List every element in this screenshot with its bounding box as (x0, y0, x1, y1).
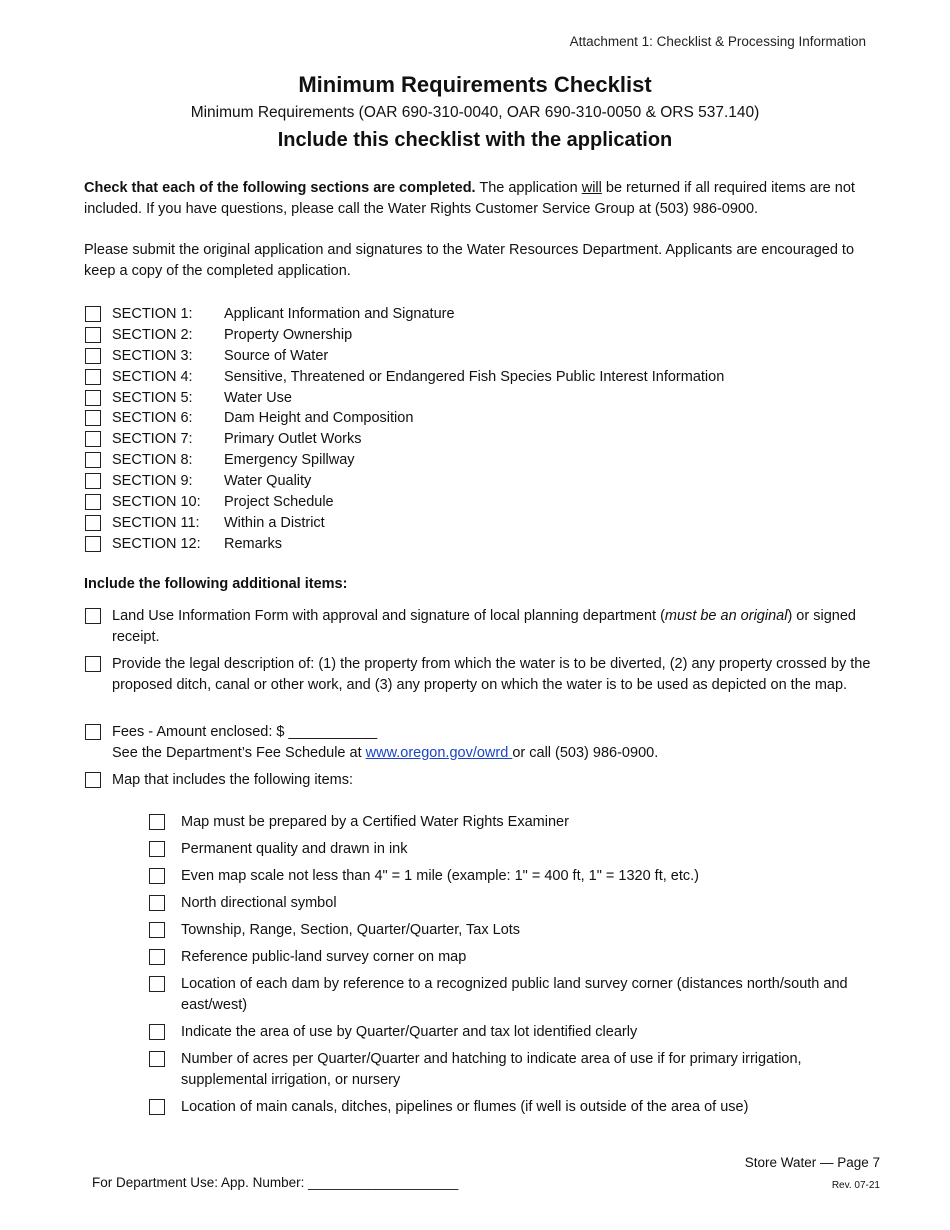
section-checklist (85, 304, 865, 555)
section-row (85, 534, 865, 555)
section-number: SECTION 11: (112, 514, 200, 531)
section-row (85, 325, 865, 346)
map-checkbox[interactable] (85, 772, 101, 788)
include-checklist-heading: Include this checklist with the application (277, 129, 673, 151)
land-use-text: Land Use Information Form with approval and signature of local planning department ( (112, 608, 665, 624)
map-subitem-checkbox[interactable] (149, 895, 165, 911)
map-subitem-text: Township, Range, Section, Quarter/Quarter, Tax Lots (181, 922, 521, 938)
map-subitem-text: Location of each dam by reference to a recognized public land survey corner (distances north/south and east/west) (181, 976, 848, 1013)
section-number: SECTION 2: (112, 326, 193, 343)
section-checkbox[interactable] (85, 473, 101, 489)
section-row (85, 346, 865, 367)
section-number: SECTION 4: (112, 368, 193, 385)
map-subitem-text: Permanent quality and drawn in ink (181, 841, 408, 857)
section-name: Source of Water (224, 347, 329, 364)
section-row (85, 367, 865, 388)
map-item (85, 770, 875, 791)
section-number: SECTION 5: (112, 389, 193, 406)
map-subitem-text: Location of main canals, ditches, pipelines or flumes (if well is outside of the area of use) (181, 1099, 749, 1115)
section-name: Property Ownership (224, 326, 353, 343)
section-number: SECTION 1: (112, 306, 193, 322)
section-row (85, 492, 865, 513)
map-subitem-checkbox[interactable] (149, 949, 165, 965)
fees-amount-line: Fees - Amount enclosed: $ ___________ (112, 724, 378, 740)
section-number: SECTION 6: (112, 410, 193, 427)
page-subtitle: Minimum Requirements (OAR 690-310-0040, OAR 690-310-0050 & ORS 537.140) (190, 104, 760, 121)
section-number: SECTION 8: (112, 452, 193, 469)
revision-label: Rev. 07-21 (831, 1180, 880, 1191)
section-checkbox[interactable] (85, 327, 101, 343)
map-subitem-text: North directional symbol (181, 895, 337, 911)
fee-schedule-line (112, 743, 875, 764)
map-subitem (149, 812, 879, 833)
section-checkbox[interactable] (85, 431, 101, 447)
map-subitem (149, 893, 879, 914)
section-name: Primary Outlet Works (224, 431, 362, 448)
section-name: Emergency Spillway (224, 452, 355, 469)
map-subitem-checkbox[interactable] (149, 976, 165, 992)
section-checkbox[interactable] (85, 348, 101, 364)
map-subitem-checkbox[interactable] (149, 841, 165, 857)
section-checkbox[interactable] (85, 369, 101, 385)
map-subitem-checkbox[interactable] (149, 1051, 165, 1067)
map-text: Map that includes the following items: (112, 772, 353, 788)
map-subitem (149, 1097, 879, 1118)
land-use-text-end: ) or signed receipt. (112, 608, 856, 645)
section-checkbox[interactable] (85, 494, 101, 510)
map-subitem-text: Indicate the area of use by Quarter/Quarter and tax lot identified clearly (181, 1024, 638, 1040)
section-name: Sensitive, Threatened or Endangered Fish Species Public Interest Information (224, 368, 725, 385)
additional-items-heading: Include the following additional items: (84, 576, 348, 592)
map-subitem (149, 920, 879, 941)
section-name: Applicant Information and Signature (224, 306, 455, 322)
map-subitem-checkbox[interactable] (149, 814, 165, 830)
intro-bold-lead: Check that each of the following sections are completed. (84, 180, 476, 196)
section-number: SECTION 10: (112, 494, 201, 511)
section-row (85, 304, 865, 325)
section-name: Dam Height and Composition (224, 410, 414, 427)
intro-paragraph (84, 178, 884, 220)
page-title: Minimum Requirements Checklist (298, 72, 652, 97)
map-subitem (149, 839, 879, 860)
section-row (85, 513, 865, 534)
section-checkbox[interactable] (85, 452, 101, 468)
map-subitem-checkbox[interactable] (149, 922, 165, 938)
legal-description-item (85, 654, 875, 695)
map-subitem-checkbox[interactable] (149, 1099, 165, 1115)
section-row (85, 408, 865, 429)
section-name: Within a District (224, 514, 325, 531)
section-number: SECTION 12: (112, 535, 201, 552)
section-number: SECTION 7: (112, 431, 193, 448)
section-name: Project Schedule (224, 494, 334, 511)
map-subitem (149, 974, 879, 1015)
map-subitem (149, 1022, 879, 1043)
fees-checkbox[interactable] (85, 724, 101, 740)
page-number: Store Water — Page 7 (744, 1155, 880, 1170)
section-name: Remarks (224, 535, 283, 552)
legal-description-checkbox[interactable] (85, 656, 101, 672)
attachment-header: Attachment 1: Checklist & Processing Information (569, 34, 866, 49)
legal-description-text: Provide the legal description of: (1) the property from which the water is to be diverted, (2) any property crossed by the proposed ditch, canal or other work, and (3) any property on which the water is to be used as depicted on the map. (112, 656, 871, 693)
map-subitem-text: Map must be prepared by a Certified Water Rights Examiner (181, 814, 569, 830)
fee-schedule-text: See the Department’s Fee Schedule at (112, 744, 366, 761)
map-subitem-text: Reference public-land survey corner on map (181, 949, 467, 965)
section-row (85, 388, 865, 409)
land-use-checkbox[interactable] (85, 608, 101, 624)
map-subitem-checkbox[interactable] (149, 1024, 165, 1040)
intro-text-2: be returned if all required items are not included. If you have questions, please call the Water Rights Customer Service Group at (503) 986-0900. (84, 180, 855, 217)
map-subitem (149, 1049, 879, 1090)
submit-paragraph: Please submit the original application and signatures to the Water Resources Department. Applicants are encouraged to keep a copy of the completed application. (84, 242, 855, 279)
map-subitem (149, 947, 879, 968)
map-subitem (149, 866, 879, 887)
section-checkbox[interactable] (85, 306, 101, 322)
section-row (85, 429, 865, 450)
section-row (85, 450, 865, 471)
section-checkbox[interactable] (85, 536, 101, 552)
intro-text-1: The application (475, 180, 582, 196)
land-use-italic: must be an original (664, 608, 788, 624)
map-subitem-text: Number of acres per Quarter/Quarter and hatching to indicate area of use if for primary irrigation, supplemental irrigation, or nursery (181, 1051, 802, 1088)
section-checkbox[interactable] (85, 410, 101, 426)
fees-item (85, 722, 875, 763)
section-checkbox[interactable] (85, 390, 101, 406)
section-number: SECTION 3: (112, 347, 193, 364)
owrd-link[interactable]: www.oregon.gov/owrd (365, 744, 513, 761)
land-use-item (85, 606, 875, 647)
section-checkbox[interactable] (85, 515, 101, 531)
section-row (85, 471, 865, 492)
fee-call-text: or call (503) 986-0900. (512, 744, 659, 761)
map-subitem-text: Even map scale not less than 4" = 1 mile (example: 1" = 400 ft, 1" = 1320 ft, etc.) (181, 868, 699, 884)
map-subitem-checkbox[interactable] (149, 868, 165, 884)
section-number: SECTION 9: (112, 473, 193, 490)
intro-will: will (581, 180, 602, 196)
department-use-line: For Department Use: App. Number: ____________________ (92, 1175, 459, 1190)
section-name: Water Quality (224, 473, 312, 490)
section-name: Water Use (224, 389, 292, 406)
